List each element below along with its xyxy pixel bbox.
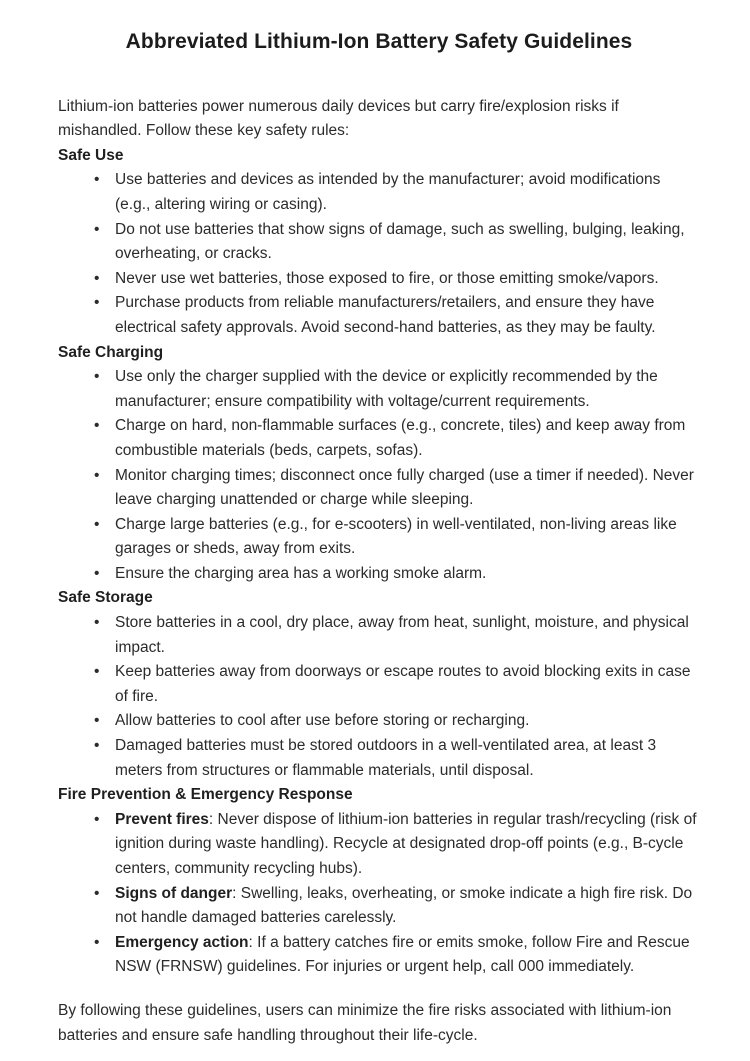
list-item bbox=[115, 464, 700, 513]
bullet-lead: Emergency action bbox=[115, 933, 249, 951]
bullet-text: Use batteries and devices as intended by the manufacturer; avoid modifications (e.g., altering wiring or casing). bbox=[115, 171, 661, 213]
bullet-list bbox=[58, 808, 700, 980]
bullet-list bbox=[58, 168, 700, 340]
list-item bbox=[115, 291, 700, 340]
bullet-text: : If a battery catches fire or emits smoke, follow Fire and Rescue NSW (FRNSW) guidelines. For injuries or urgent help, call 000 immediately. bbox=[115, 933, 690, 976]
list-item bbox=[115, 931, 700, 980]
bullet-text: Ensure the charging area has a working smoke alarm. bbox=[115, 564, 487, 582]
bullet-lead: Prevent fires bbox=[115, 810, 209, 828]
section-safe-charging bbox=[58, 341, 700, 587]
intro-paragraph: Lithium-ion batteries power numerous daily devices but carry fire/explosion risks if mishandled. Follow these key safety rules: bbox=[58, 97, 619, 140]
bullet-text: : Never dispose of lithium-ion batteries in regular trash/recycling (risk of ignition during waste handling). Recycle at designated drop-off points (e.g., B-cycle centers, community recycling hubs). bbox=[115, 810, 697, 877]
section-heading-safe-use: Safe Use bbox=[58, 146, 124, 164]
list-item bbox=[115, 218, 700, 267]
page-title: Abbreviated Lithium-Ion Battery Safety Guidelines bbox=[125, 30, 633, 53]
list-item bbox=[115, 808, 700, 882]
list-item bbox=[115, 709, 700, 734]
bullet-text: Do not use batteries that show signs of damage, such as swelling, bulging, leaking, overheating, or cracks. bbox=[115, 220, 685, 263]
list-item bbox=[115, 734, 700, 783]
list-item bbox=[115, 414, 700, 463]
bullet-text: Never use wet batteries, those exposed to fire, or those emitting smoke/vapors. bbox=[115, 269, 659, 287]
bullet-list bbox=[58, 611, 700, 783]
list-item bbox=[115, 660, 700, 709]
closing-paragraph: By following these guidelines, users can minimize the fire risks associated with lithium-ion batteries and ensure safe handling throughout their life-cycle. bbox=[58, 1001, 672, 1044]
bullet-text: Purchase products from reliable manufacturers/retailers, and ensure they have electrical safety approvals. Avoid second-hand batteries, as they may be faulty. bbox=[115, 294, 656, 336]
section-heading-fire-prevention: Fire Prevention & Emergency Response bbox=[58, 786, 353, 804]
bullet-text: Store batteries in a cool, dry place, away from heat, sunlight, moisture, and physical impact. bbox=[115, 614, 689, 656]
bullet-text: Allow batteries to cool after use before storing or recharging. bbox=[115, 712, 530, 730]
section-heading-safe-storage: Safe Storage bbox=[58, 589, 153, 607]
bullet-lead: Signs of danger bbox=[115, 884, 233, 902]
list-item bbox=[115, 611, 700, 660]
list-item bbox=[115, 513, 700, 562]
bullet-text: Charge on hard, non-flammable surfaces (e.g., concrete, tiles) and keep away from combustible materials (beds, carpets, sofas). bbox=[115, 417, 686, 459]
bullet-text: Charge large batteries (e.g., for e-scooters) in well-ventilated, non-living areas like garages or sheds, away from exits. bbox=[115, 515, 677, 558]
section-safe-use bbox=[58, 144, 700, 341]
bullet-text: Monitor charging times; disconnect once fully charged (use a timer if needed). Never leave charging unattended or charge while sleeping. bbox=[115, 466, 694, 509]
section-fire-prevention bbox=[58, 783, 700, 980]
list-item bbox=[115, 882, 700, 931]
bullet-text: : Swelling, leaks, overheating, or smoke indicate a high fire risk. Do not handle damaged batteries carelessly. bbox=[115, 884, 693, 927]
list-item bbox=[115, 365, 700, 414]
bullet-text: Keep batteries away from doorways or escape routes to avoid blocking exits in case of fire. bbox=[115, 663, 691, 705]
list-item bbox=[115, 562, 700, 587]
list-item bbox=[115, 267, 700, 292]
section-heading-safe-charging: Safe Charging bbox=[58, 343, 164, 361]
section-safe-storage bbox=[58, 586, 700, 783]
list-item bbox=[115, 168, 700, 217]
bullet-text: Damaged batteries must be stored outdoors in a well-ventilated area, at least 3 meters from structures or flammable materials, until disposal. bbox=[115, 737, 657, 779]
bullet-text: Use only the charger supplied with the device or explicitly recommended by the manufacturer; ensure compatibility with voltage/current requirements. bbox=[115, 368, 658, 410]
bullet-list bbox=[58, 365, 700, 586]
